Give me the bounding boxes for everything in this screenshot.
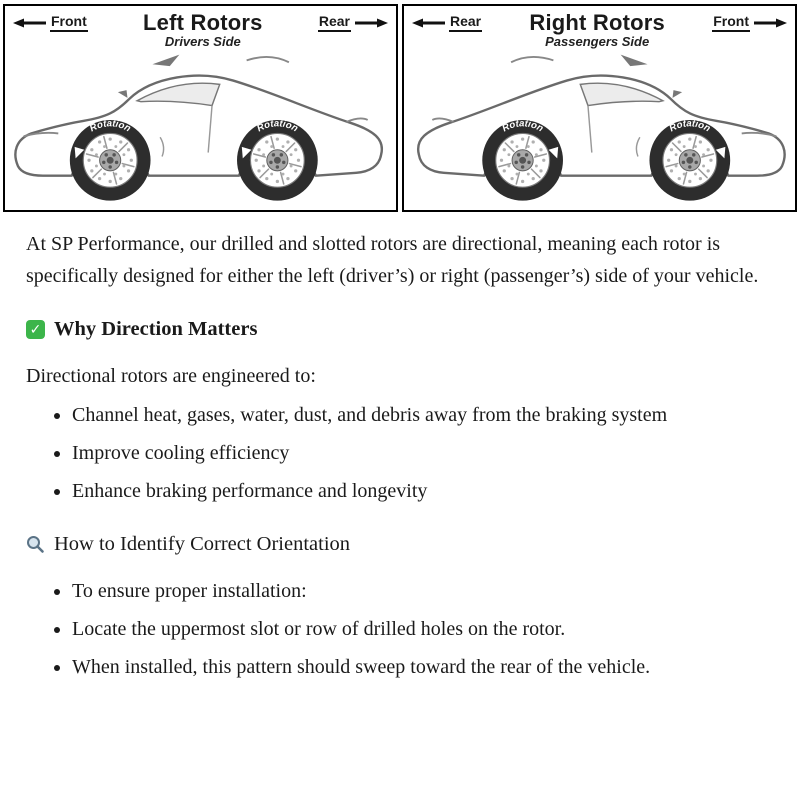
left-rotors-panel [3, 4, 398, 212]
list-item: • Locate the uppermost slot or row of drilled holes on the rotor. [72, 614, 774, 645]
check-icon: ✓ [26, 320, 45, 339]
left-panel-header [5, 6, 396, 49]
engineered-to-lead: Directional rotors are engineered to: [26, 365, 316, 387]
rear-label-text: Rear [449, 13, 482, 32]
arrow-right-icon [354, 18, 388, 28]
car-right-illustration [404, 45, 795, 210]
right-panel-title-stack [529, 11, 665, 49]
list-item: • When installed, this pattern should sweep toward the rear of the vehicle. [72, 652, 774, 683]
how-bullet-list [26, 576, 774, 683]
rear-rotor-rotation-label: Rotation [255, 118, 300, 135]
right-panel-header [404, 6, 795, 49]
front-direction-label [712, 13, 787, 32]
panel-title: Left Rotors [143, 10, 263, 35]
list-item: • Channel heat, gases, water, dust, and debris away from the braking system [72, 400, 774, 431]
list-item: • Enhance braking performance and longevity [72, 476, 774, 507]
rear-direction-label [412, 13, 482, 32]
section-heading-how-to-identify [26, 533, 774, 556]
front-rotor-rotation-label: Rotation [87, 118, 133, 135]
arrow-left-icon [13, 18, 47, 28]
arrow-right-icon [753, 18, 787, 28]
section-heading-why-direction-matters [26, 318, 774, 341]
right-rotors-panel [402, 4, 797, 212]
rotor-direction-diagram [0, 0, 800, 212]
intro-paragraph: At SP Performance, our drilled and slotted rotors are directional, meaning each rotor is specifically designed for either the left (driver’s) or right (passenger’s) side of your vehicle. [26, 233, 759, 287]
rear-rotor-rotation-label: Rotation [500, 118, 545, 135]
left-panel-title-stack [143, 11, 263, 49]
front-rotor-rotation-label: Rotation [667, 118, 713, 135]
magnifier-icon [26, 535, 45, 554]
car-left-illustration [5, 45, 396, 210]
panel-title: Right Rotors [529, 10, 665, 35]
rear-label-text: Rear [318, 13, 351, 32]
article-body [0, 228, 800, 683]
front-label-text: Front [712, 13, 750, 32]
list-item: • Improve cooling efficiency [72, 438, 774, 469]
front-label-text: Front [50, 13, 88, 32]
section-title: Why Direction Matters [54, 318, 258, 340]
front-direction-label [13, 13, 88, 32]
rear-direction-label [318, 13, 388, 32]
arrow-left-icon [412, 18, 446, 28]
list-item: • To ensure proper installation: [72, 576, 774, 607]
why-bullet-list [26, 400, 774, 507]
panel-subtitle: Passengers Side [545, 34, 650, 50]
section-title: How to Identify Correct Orientation [54, 533, 351, 555]
panel-subtitle: Drivers Side [164, 34, 241, 50]
